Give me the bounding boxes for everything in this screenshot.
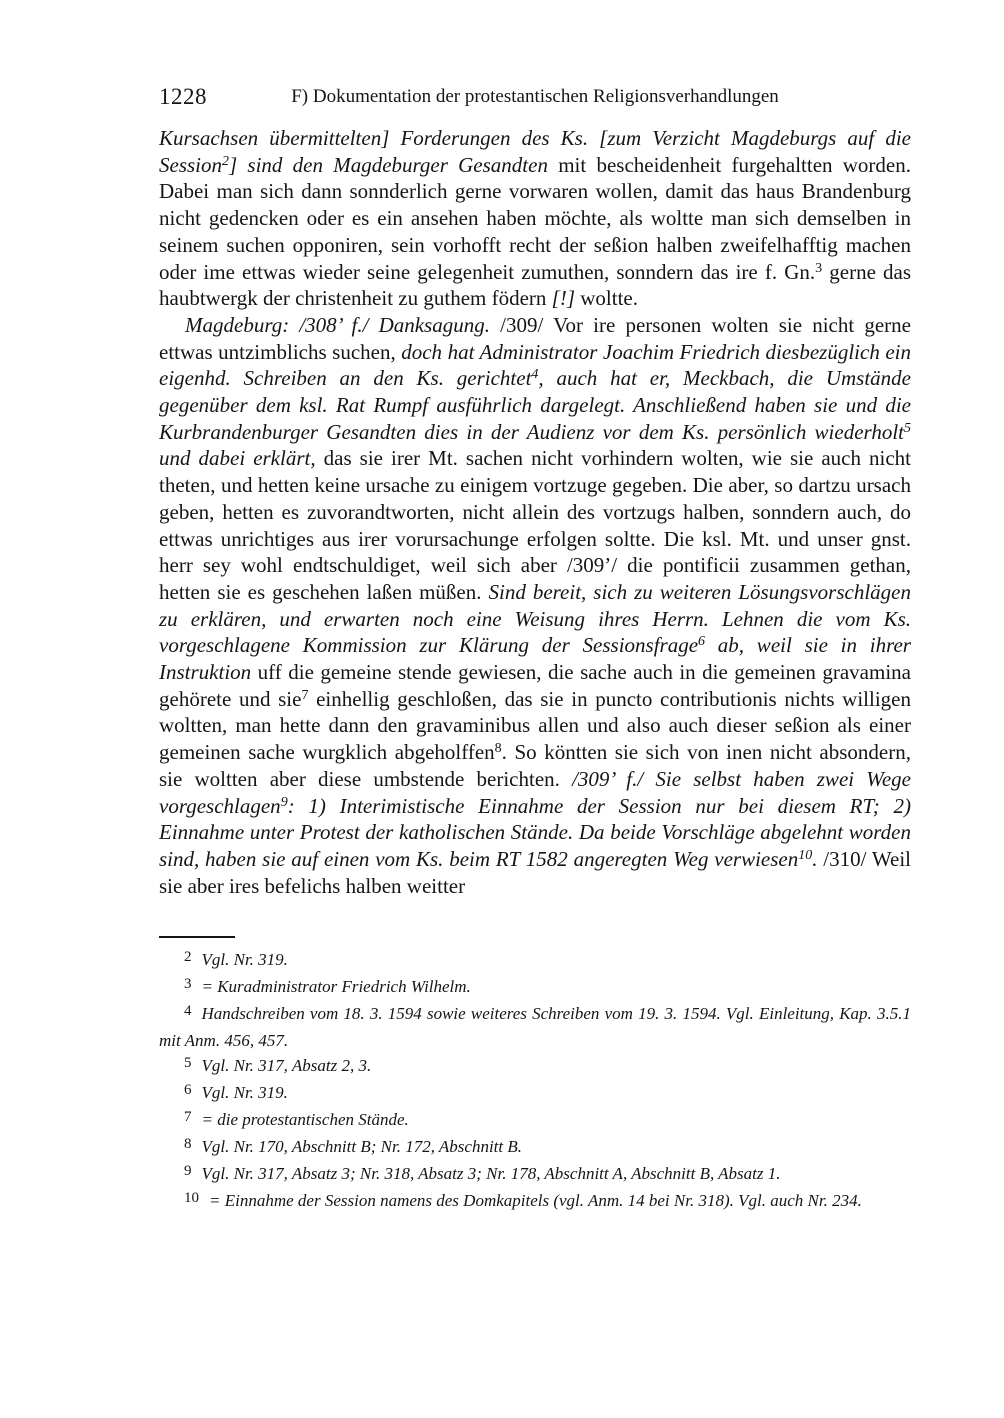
footnote <box>159 1107 911 1134</box>
text-run: und dabei erklärt, <box>159 446 316 471</box>
running-title: F) Dokumentation der protestantischen Religionsverhandlungen <box>291 86 779 107</box>
footnote-number: 6 <box>184 1082 192 1099</box>
footnote-number: 9 <box>184 1163 192 1180</box>
text-run: ab, weil sie in ihrer Instruktion <box>159 633 911 685</box>
text-run: , auch hat er, Meckbach, die Umstände gegenüber dem ksl. Rat Rumpf ausführlich dargelegt. Anschließend haben sie und die Kurbrandenburger Gesandten dies in der Audienz vor dem Ks. persönlich wiederholt <box>159 366 911 444</box>
footnote-section <box>159 936 911 1215</box>
footnote-number: 3 <box>184 976 192 993</box>
text-run: doch hat Administrator Joachim Friedrich diesbezüglich ein eigenhd. Schreiben an den Ks. gerichtet <box>159 339 912 391</box>
footnote-number: 10 <box>184 1190 199 1207</box>
text-run: uff die gemeine stende gewiesen, die sache auch in die gemeinen gravamina gehörete und sie <box>159 660 911 711</box>
text-run: = Kuradministrator Friedrich Wilhelm. <box>201 977 471 997</box>
footnote-number: 2 <box>184 949 192 966</box>
footnote-ref-superscript: 10 <box>798 847 813 863</box>
text-run: [!] <box>551 286 575 311</box>
body-text <box>159 125 911 899</box>
text-run: Handschreiben vom 18. 3. 1594 sowie weiteres Schreiben vom 19. 3. 1594. Vgl. Einleitung, Kap. 3.5.1 mit Anm. 456, 457. <box>159 1004 911 1051</box>
footnote <box>159 1161 911 1188</box>
text-run: Magdeburg: /308’ f./ Danksagung. <box>185 312 490 337</box>
body-paragraph <box>159 312 911 899</box>
footnote-ref-superscript: 2 <box>222 153 229 169</box>
text-run: = Einnahme der Session namens des Domkapitels (vgl. Anm. 14 bei Nr. 318). Vgl. auch Nr. 234. <box>209 1191 862 1211</box>
text-run: . So köntten sie sich von inen nicht absondern, sie woltten aber diese umbstende berichten. <box>159 740 911 791</box>
text-run: das sie irer Mt. sachen nicht vorhindern wolten, wie sie auch nicht theten, und hetten keine ursache zu einigem vortzuge gegeben. Die aber, so dartzu ursach geben, hetten es zuvorandtworten, nicht allein des vortzugs halben, sonndern auch, do ettwas unrichtiges aus irer vorursachunge erfolgen soltte. Die ksl. Mt. und unser gnst. herr sey wohl endtschuldiget, weil sich aber /309’/ die pontificii zusammen gethan, hetten sie es geschehen laßen müßen. <box>159 446 912 604</box>
footnote-number: 4 <box>184 1003 192 1020</box>
footnote <box>159 1001 911 1053</box>
text-run: Vgl. Nr. 170, Abschnitt B; Nr. 172, Abschnitt B. <box>201 1137 522 1157</box>
text-run: /309/ Vor ire personen wolten sie nicht gerne ettwas untzimblichs suchen, <box>159 312 911 364</box>
footnote-list <box>159 947 911 1215</box>
footnote-ref-superscript: 4 <box>531 367 539 383</box>
text-run: Vgl. Nr. 319. <box>201 950 288 970</box>
footnote-ref-superscript: 7 <box>301 687 309 703</box>
footnote <box>159 974 911 1001</box>
page-header <box>159 84 911 112</box>
footnote-ref-superscript: 5 <box>904 420 911 436</box>
text-run: einhellig geschloßen, das sie in puncto contributionis nichts willigen woltten, man hette dann den gravaminibus allen und also auch dieser seßion als einer gemeinen sache wurgklich abgeholffen <box>159 686 911 765</box>
footnote-number: 7 <box>184 1109 192 1126</box>
text-run: mit bescheidenheit furgehaltten worden. Dabei man sich dann sonnderlich gerne vorwaren wollen, damit das haus Brandenburg nicht gedencken oder es ein ansehen haben möchte, als woltte man sich demselben in seinem suchen opponiren, sein vorhofft recht der seßion halben zweifelhafftig machen oder ime ettwas wieder seine gelegenheit zumuthen, sonndern das ire f. Gn. <box>159 152 911 284</box>
footnote-ref-superscript: 6 <box>698 634 706 650</box>
page-content <box>159 84 911 1215</box>
text-run: Vgl. Nr. 317, Absatz 3; Nr. 318, Absatz 3; Nr. 178, Abschnitt A, Abschnitt B, Absatz 1. <box>201 1164 781 1184</box>
footnote <box>159 1080 911 1107</box>
text-run: . <box>812 846 818 871</box>
text-run: Vgl. Nr. 319. <box>201 1083 288 1103</box>
footnote <box>159 1053 911 1080</box>
footnote <box>159 1188 911 1215</box>
footnote-rule <box>159 936 235 938</box>
text-run: gerne das haubtwergk der christenheit zu guthem födern <box>159 259 911 311</box>
text-run: : 1) Interimistische Einnahme der Session nur bei diesem RT; 2) Einnahme unter Protest der katholischen Stände. Da beide Vorschläge abgelehnt worden sind, haben sie auf einen vom Ks. beim RT 1582 angeregten Weg verwiesen <box>159 793 911 871</box>
footnote-ref-superscript: 8 <box>494 741 502 757</box>
footnote <box>159 947 911 974</box>
footnote-number: 8 <box>184 1136 192 1153</box>
text-run: Sind bereit, sich zu weiteren Lösungsvorschlägen zu erklären, und erwarten noch eine Weisung ihres Herrn. Lehnen die vom Ks. vorgeschlagene Kommission zur Klärung der Sessionsfrage <box>159 579 911 658</box>
footnote <box>159 1134 911 1161</box>
text-run: = die protestantischen Stände. <box>201 1110 409 1130</box>
page-number: 1228 <box>159 84 207 109</box>
text-run: Vgl. Nr. 317, Absatz 2, 3. <box>201 1056 372 1076</box>
body-paragraph <box>159 125 911 312</box>
text-run: /309’ f./ Sie selbst haben zwei Wege vorgeschlagen <box>159 766 911 818</box>
text-run: Kursachsen übermittelten] Forderungen des Ks. [zum Verzicht Magdeburgs auf die Session <box>159 126 911 177</box>
text-run: ] sind den Magdeburger Gesandten <box>229 152 548 177</box>
footnote-number: 5 <box>184 1055 192 1072</box>
text-run: woltte. <box>575 286 638 311</box>
footnote-ref-superscript: 3 <box>815 260 823 276</box>
text-run: /310/ Weil sie aber ires befelichs halben weitter <box>159 846 912 898</box>
footnote-ref-superscript: 9 <box>280 794 288 810</box>
